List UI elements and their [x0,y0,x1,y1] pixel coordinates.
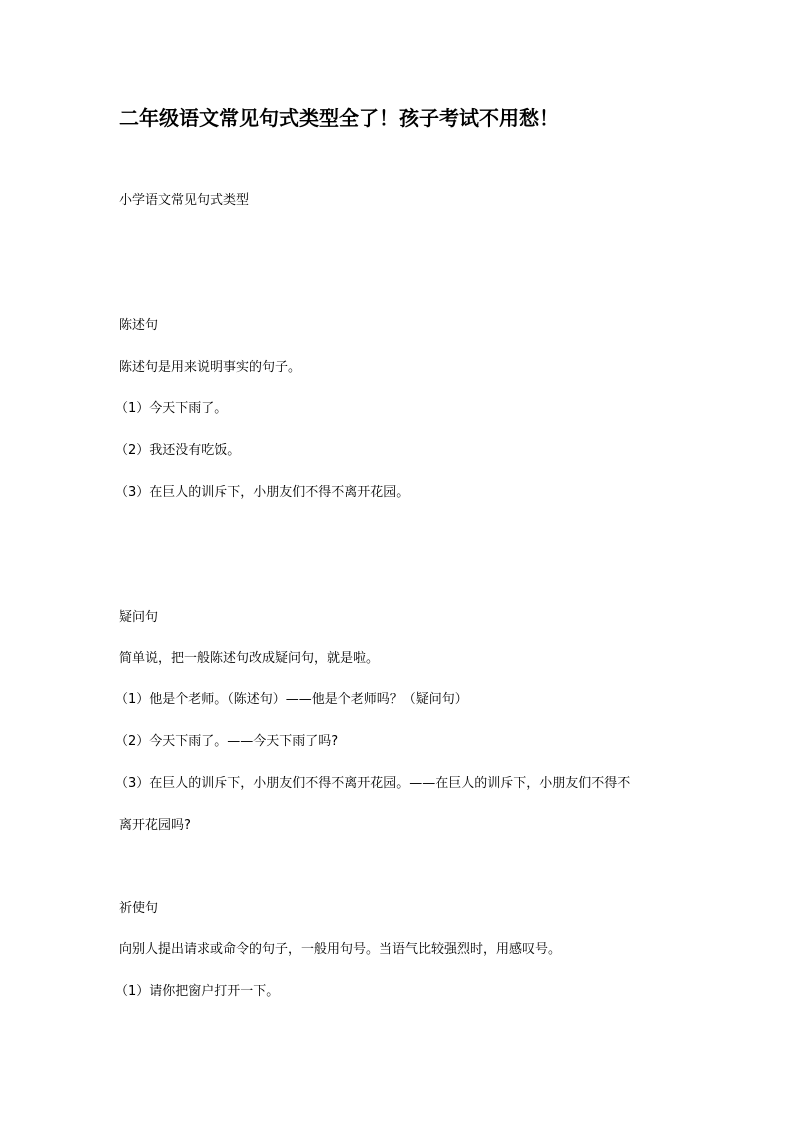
example-item: （1）他是个老师。（陈述句）——他是个老师吗？（疑问句） [115,692,468,707]
example-item: （1）今天下雨了。 [115,401,228,416]
page-title: 二年级语文常见句式类型全了！孩子考试不用愁！ [119,106,559,130]
section-description-declarative: 陈述句是用来说明事实的句子。 [119,360,302,375]
example-item: （3）在巨人的训斥下，小朋友们不得不离开花园。——在巨人的训斥下，小朋友们不得不 [115,776,631,791]
example-item: （2）我还没有吃饭。 [115,443,241,458]
example-item: （3）在巨人的训斥下，小朋友们不得不离开花园。 [115,485,410,500]
example-item: （1）请你把窗户打开一下。 [115,984,280,999]
section-heading-declarative: 陈述句 [119,318,159,333]
example-item: （2）今天下雨了。——今天下雨了吗? [115,734,339,749]
example-item-continuation: 离开花园吗? [119,818,191,833]
section-description-interrogative: 简单说，把一般陈述句改成疑问句，就是啦。 [119,651,380,666]
subtitle: 小学语文常见句式类型 [119,193,250,208]
section-description-imperative: 向别人提出请求或命令的句子，一般用句号。当语气比较强烈时，用感叹号。 [119,942,562,957]
section-heading-imperative: 祈使句 [119,901,159,916]
section-heading-interrogative: 疑问句 [119,610,159,625]
